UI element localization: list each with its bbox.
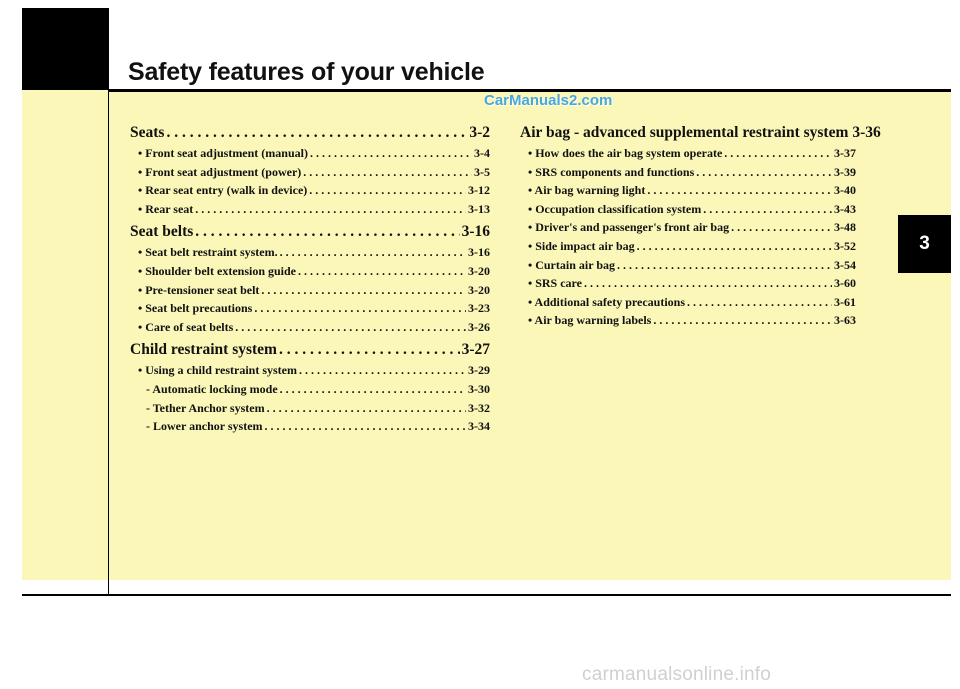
toc-page-number: 3-29: [468, 363, 490, 378]
toc-leader-dots: [653, 313, 832, 328]
toc-entry[interactable]: [130, 183, 490, 202]
toc-page-number: 3-39: [834, 164, 856, 179]
toc-entry-label: - Tether Anchor system: [146, 400, 265, 415]
toc-entry-label: Seat belts: [130, 223, 194, 241]
toc-leader-dots: [267, 401, 466, 416]
toc-leader-dots: [279, 341, 460, 359]
footer-rule: [22, 594, 951, 596]
toc-entry[interactable]: [520, 146, 856, 165]
toc-entry[interactable]: [130, 245, 490, 264]
toc-page-number: 3-40: [834, 183, 856, 198]
footer-watermark[interactable]: carmanualsonline.info: [582, 664, 772, 685]
toc-entry[interactable]: [130, 202, 490, 221]
toc-leader-dots: [265, 419, 466, 434]
toc-entry-label: • Side impact air bag: [528, 238, 635, 253]
toc-entry-label: • Driver's and passenger's front air bag: [528, 220, 730, 235]
toc-page-number: 3-26: [468, 319, 490, 334]
toc-entry-label: • Additional safety precautions: [528, 294, 685, 309]
toc-entry[interactable]: [520, 220, 856, 239]
toc-entry-label: - Automatic locking mode: [146, 381, 278, 396]
toc-entry-label: • Front seat adjustment (manual): [138, 146, 308, 160]
toc-section-entry[interactable]: [130, 124, 490, 146]
toc-leader-dots: [195, 202, 466, 217]
toc-entry-label: • Occupation classification system: [528, 201, 702, 216]
toc-page-number: 3-16: [461, 223, 490, 241]
toc-page-number: 3-13: [468, 201, 490, 216]
toc-entry[interactable]: [130, 146, 490, 165]
toc-entry-label: Air bag - advanced supplemental restraint system: [520, 124, 849, 141]
toc-entry-label: • Care of seat belts: [138, 319, 234, 334]
toc-entry[interactable]: [130, 363, 490, 382]
toc-entry[interactable]: [130, 401, 490, 420]
toc-entry[interactable]: [130, 301, 490, 320]
toc-page-number: 3-4: [474, 146, 490, 160]
toc-page-number: 3-20: [468, 263, 490, 278]
toc-leader-dots: [303, 165, 472, 180]
toc-leader-dots: [731, 220, 832, 235]
toc-page-number: 3-36: [852, 124, 881, 141]
toc-entry[interactable]: [130, 320, 490, 339]
toc-entry-label: Child restraint system: [130, 341, 277, 359]
toc-entry[interactable]: [520, 276, 856, 295]
toc-page-number: 3-16: [468, 245, 490, 260]
toc-entry[interactable]: [520, 313, 856, 332]
toc-leader-dots: [195, 223, 459, 241]
toc-page-number: 3-5: [474, 164, 490, 179]
toc-entry[interactable]: [520, 295, 856, 314]
toc-leader-dots: [280, 382, 466, 397]
toc-entry[interactable]: [130, 165, 490, 184]
toc-leader-dots: [617, 258, 832, 273]
toc-entry-label: Seats: [130, 124, 165, 141]
toc-page-number: 3-60: [834, 276, 856, 291]
toc-section-entry[interactable]: [130, 341, 490, 363]
toc-page-number: 3-32: [468, 400, 490, 415]
page-title: Safety features of your vehicle: [128, 58, 485, 86]
toc-entry[interactable]: [130, 419, 490, 438]
toc-entry[interactable]: [130, 382, 490, 401]
toc-entry-label: • Using a child restraint system: [138, 363, 297, 378]
toc-page-number: 3-2: [469, 124, 490, 141]
toc-leader-dots: [584, 276, 832, 291]
toc-entry-label: • Seat belt precautions: [138, 301, 253, 316]
toc-section-entry[interactable]: [130, 223, 490, 245]
toc-right-column: [520, 124, 881, 332]
toc-entry-label: - Lower anchor system: [146, 419, 263, 434]
toc-entry[interactable]: [520, 258, 856, 277]
chapter-tab: [898, 215, 951, 273]
toc-page-number: 3-52: [834, 238, 856, 253]
toc-entry-label: • Air bag warning light: [528, 183, 646, 198]
toc-entry[interactable]: [520, 183, 856, 202]
chapter-number: 3: [919, 233, 930, 254]
toc-leader-dots: [647, 183, 832, 198]
toc-leader-dots: [637, 239, 832, 254]
toc-entry-label: • Pre-tensioner seat belt: [138, 282, 260, 297]
toc-section-entry[interactable]: [520, 124, 881, 146]
toc-page-number: 3-37: [834, 146, 856, 160]
toc-leader-dots: [261, 283, 466, 298]
toc-entry-label: • SRS care: [528, 276, 582, 291]
toc-entry-label: • SRS components and functions: [528, 164, 695, 179]
toc-entry[interactable]: [520, 202, 856, 221]
toc-page-number: 3-34: [468, 419, 490, 434]
toc-leader-dots: [254, 301, 466, 316]
toc-left-column: [130, 124, 490, 438]
toc-page-number: 3-61: [834, 294, 856, 309]
toc-leader-dots: [235, 320, 466, 335]
toc-leader-dots: [309, 183, 466, 198]
toc-entry-label: • Air bag warning labels: [528, 313, 652, 328]
toc-leader-dots: [724, 146, 832, 161]
toc-leader-dots: [687, 295, 832, 310]
toc-entry-label: • Curtain air bag: [528, 257, 615, 272]
toc-entry-label: • Rear seat: [138, 201, 194, 216]
toc-page-number: 3-63: [834, 313, 856, 328]
toc-leader-dots: [696, 165, 832, 180]
toc-page-number: 3-48: [834, 220, 856, 235]
toc-leader-dots: [298, 264, 466, 279]
toc-leader-dots: [299, 363, 466, 378]
toc-entry[interactable]: [520, 165, 856, 184]
watermark-logo[interactable]: CarManuals2.com: [484, 92, 613, 109]
toc-leader-dots: [280, 245, 466, 260]
margin-rule: [108, 8, 109, 596]
toc-page-number: 3-23: [468, 301, 490, 316]
toc-entry[interactable]: [520, 239, 856, 258]
toc-leader-dots: [166, 124, 467, 142]
toc-leader-dots: [310, 146, 472, 161]
toc-entry-label: • How does the air bag system operate: [528, 146, 723, 160]
toc-entry-label: • Seat belt restraint system.: [138, 245, 278, 260]
toc-page-number: 3-43: [834, 201, 856, 216]
toc-entry-label: • Shoulder belt extension guide: [138, 263, 297, 278]
toc-entry[interactable]: [130, 283, 490, 302]
toc-leader-dots: [703, 202, 832, 217]
toc-entry-label: • Rear seat entry (walk in device): [138, 183, 308, 198]
toc-entry[interactable]: [130, 264, 490, 283]
toc-page-number: 3-54: [834, 257, 856, 272]
header-black-block: [22, 8, 109, 90]
toc-page-number: 3-20: [468, 282, 490, 297]
toc-page-number: 3-12: [468, 183, 490, 198]
toc-entry-label: • Front seat adjustment (power): [138, 164, 302, 179]
toc-page-number: 3-27: [461, 341, 490, 359]
toc-page-number: 3-30: [468, 381, 490, 396]
